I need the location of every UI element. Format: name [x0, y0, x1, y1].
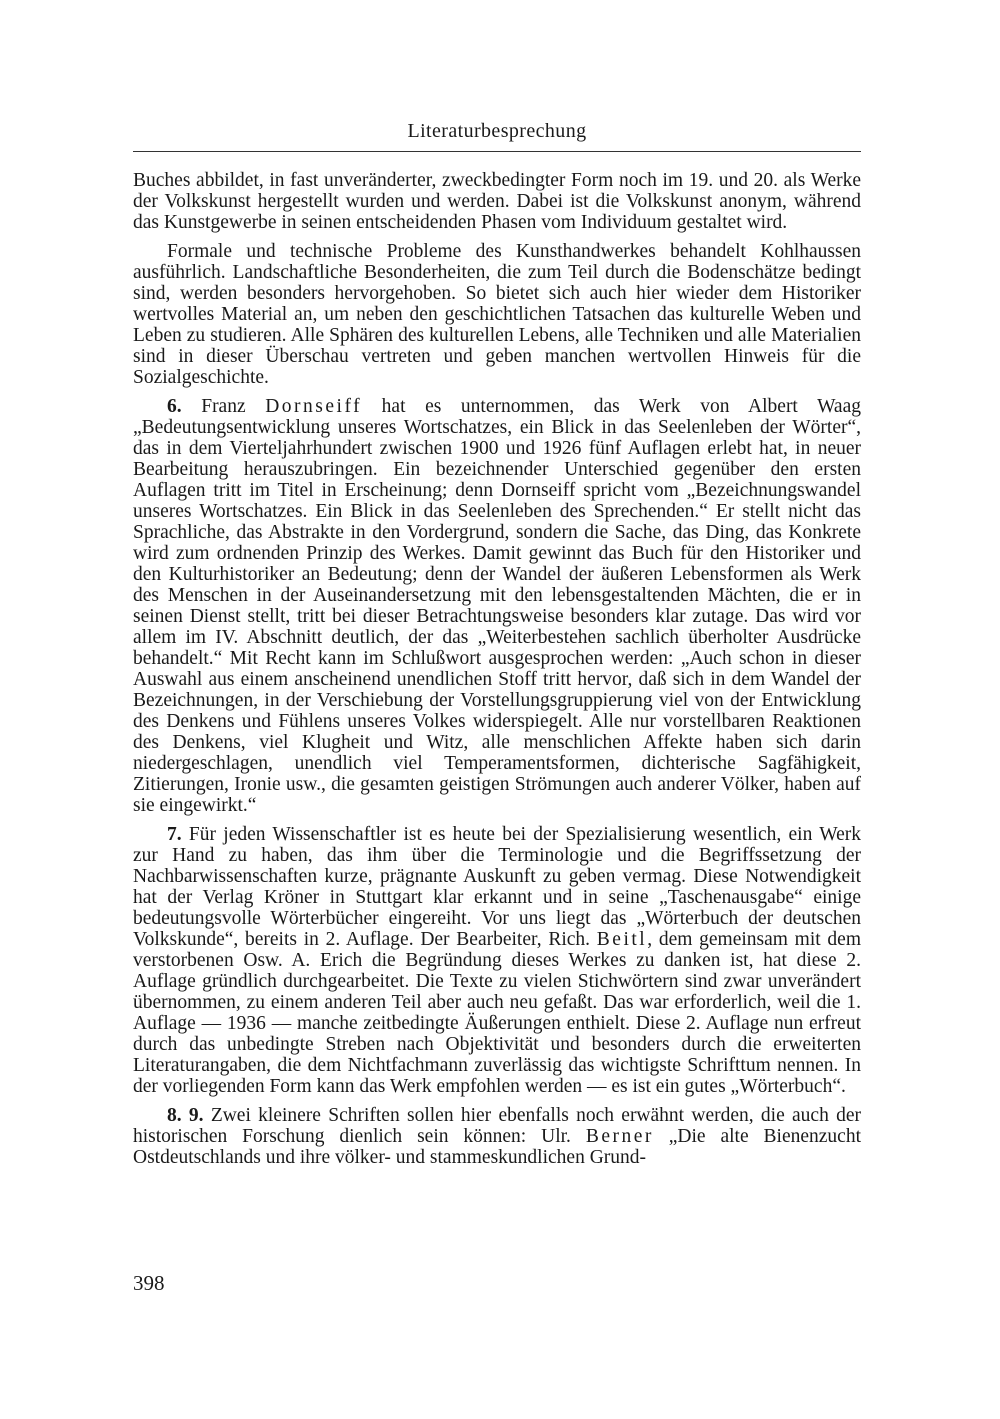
paragraph-kohlhaussen [133, 241, 861, 388]
author-name: Berner [585, 1126, 654, 1147]
item-number: 8. 9. [167, 1105, 204, 1126]
item-number: 6. [167, 396, 182, 417]
paragraph-continuation [133, 170, 861, 233]
paragraph-text: „Die alte Bienenzucht Ostdeutschlands und ihre völker- und stammeskundlichen Grund- [133, 1126, 861, 1168]
item-number: 7. [167, 824, 182, 845]
paragraph-text: Formale und technische Probleme des Kunsthandwerkes behandelt Kohlhaussen ausführlich. Landschaftliche Besonderheiten, die zum Teil durch die Bodenschätze bedingt sind, werden besonders hervorgehoben. So bietet sich auch hier wieder dem Historiker wertvolles Material an, um neben den geschichtlichen Tatsachen das kulturelle Weben und Leben zu studieren. Alle Sphären des kulturellen Lebens, alle Techniken und alle Materialien sind in dieser Überschau vertreten und geben manchen wertvollen Hinweis für die Sozialgeschichte. [133, 241, 861, 388]
header-rule [133, 151, 861, 152]
paragraph-item-7 [133, 824, 861, 1097]
paragraph-text: , dem gemeinsam mit dem verstorbenen Osw. A. Erich die Begründung dieses Werkes zu danken ist, hat diese 2. Auflage gründlich durchgearbeitet. Die Texte zu vielen Stichwörtern sind zwar unverändert übernommen, zu einem anderen Teil aber auch neu gefaßt. Das war erforderlich, weil die 1. Auflage — 1936 — manche zeitbedingte Äußerungen enthielt. Diese 2. Auflage nun erfreut durch das unbedingte Streben nach Objektivität und besonders durch die erweiterten Literaturangaben, die dem Nichtfachmann zuverlässig das wichtigste Schrifttum nennen. In der vorliegenden Form kann das Werk empfohlen werden — es ist ein gutes „Wörterbuch“. [133, 929, 861, 1097]
paragraph-lead: Zwei kleinere Schriften sollen hier ebenfalls noch erwähnt werden, die auch der historischen Forschung dienlich sein können: Ulr. [133, 1105, 861, 1147]
paragraph-item-6 [133, 396, 861, 816]
paragraph-item-8-9 [133, 1105, 861, 1168]
body-text [133, 170, 861, 1168]
paragraph-lead: Franz [201, 396, 266, 417]
author-name: Beitl [596, 929, 648, 950]
paragraph-lead: Für jeden Wissenschaftler ist es heute bei der Spezialisierung wesentlich, ein Werk zur Hand zu haben, das ihm über die Terminologie und die Begriffssetzung der Nachbarwissenschaften kurze, prägnante Auskunft zu geben vermag. Diese Notwendigkeit hat der Verlag Kröner in Stuttgart klar erkannt und in seine „Taschenausgabe“ einige bedeutungsvolle Wörterbücher eingereiht. Vor uns liegt das „Wörterbuch der deutschen Volkskunde“, bereits in 2. Auflage. Der Bearbeiter, Rich. [133, 824, 861, 950]
paragraph-text: Buches abbildet, in fast unveränderter, zweckbedingter Form noch im 19. und 20. als Werke der Volkskunst hergestellt wurden und werden. Dabei ist die Volkskunst anonym, während das Kunstgewerbe in seinen entscheidenden Phasen vom Individuum gestaltet wird. [133, 170, 861, 233]
paragraph-text: hat es unternommen, das Werk von Albert Waag „Bedeutungsentwicklung unseres Wortschatzes, ein Blick in das Seelenleben der Wörter“, das in dem Vierteljahrhundert zwischen 1900 und 1926 fünf Auflagen erlebt hat, in neuer Bearbeitung herauszubringen. Ein bezeichnender Unterschied gegenüber den ersten Auflagen tritt im Titel in Erscheinung; denn Dornseiff spricht vom „Bezeichnungswandel unseres Wortschatzes. Ein Blick in das Seelenleben des Sprechenden.“ Er stellt nicht das Sprachliche, das Abstrakte in den Vordergrund, sondern die Sache, das Ding, das Konkrete wird zum ordnenden Prinzip des Werkes. Damit gewinnt das Buch für den Historiker und den Kulturhistoriker an Bedeutung; denn der Wandel der äußeren Lebensformen als Werk des Menschen in der Auseinandersetzung mit den lebensgestaltenden Mächten, die er in seinen Dienst stellt, tritt bei dieser Betrachtungsweise besonders klar zutage. Das wird vor allem im IV. Abschnitt deutlich, der das „Weiterbestehen sachlich überholter Ausdrücke behandelt.“ Mit Recht kann im Schlußwort ausgesprochen werden: „Auch schon in dieser Auswahl aus einem anscheinend unendlichen Stoff tritt hervor, daß sich in dem Wandel der Bezeichnungen, in der Verschiebung der Vorstellungsgruppierung viel von der Entwicklung des Denkens und Fühlens unseres Volkes widerspiegelt. Alle nur vorstellbaren Reaktionen des Denkens, viel Klugheit und Witz, alle menschlichen Affekte haben sich darin niedergeschlagen, unendlich viel Temperamentsformen, dichterische Sagfähigkeit, Zitierungen, Ironie usw., die gesamten geistigen Strömungen auch anderer Völker, haben auf sie eingewirkt.“ [133, 396, 861, 816]
author-name: Dornseiff [265, 396, 363, 417]
running-head: Literaturbesprechung [407, 120, 587, 142]
page-number: 398 [133, 1271, 165, 1295]
